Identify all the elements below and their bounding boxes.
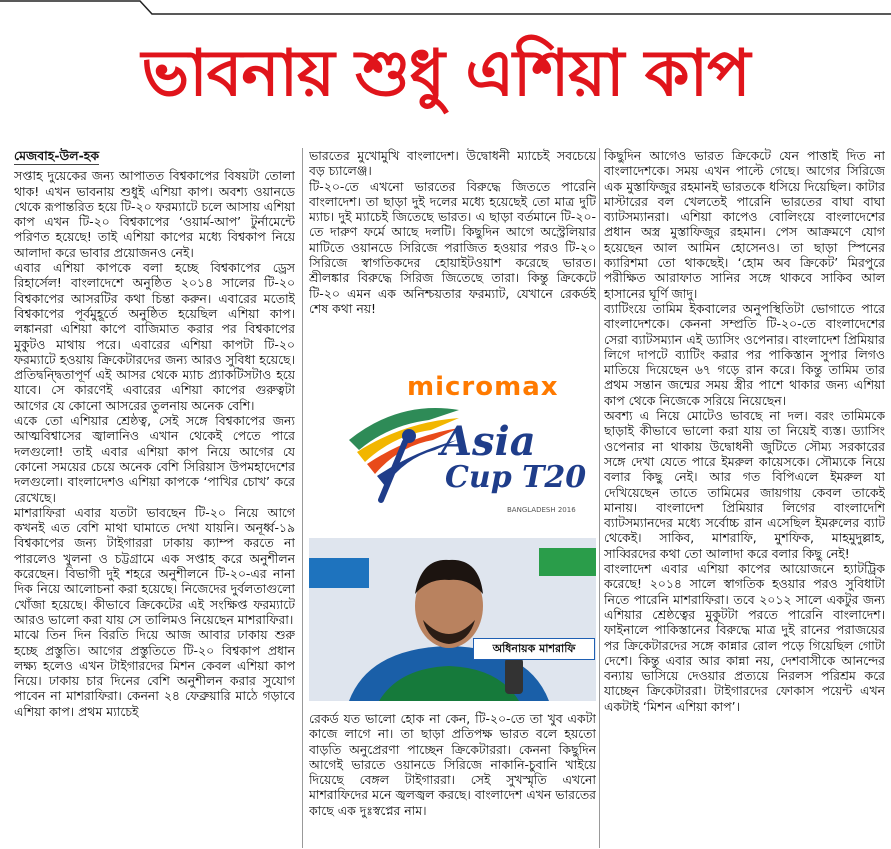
paragraph: বাংলাদেশ এবার এশিয়া কাপের আয়োজনে হ্যাটট্রিক করেছে! ২০১৪ সালে স্বাগতিক হওয়ার পরও সুবিধাটা নিতে পারেনি মাশরাফিরা। তবে ২০১২ সালে একটুর জন্য এশিয়ার শ্রেষ্ঠত্বের মুকুটটা পরতে পারেনি বাংলাদেশ। ফাইনালে পাকিস্তানের বিরুদ্ধে মাত্র দুই রানের পরাজয়ের পর ক্রিকেটারদের সঙ্গে কান্নার রোল পড়ে গিয়েছিল গোটা দেশে। কিন্তু এবার আর কান্না নয়, দেশবাসীকে আনন্দের বন্যায় ভাসিয়ে দেওয়ার প্রত্যয়ে নিরলস পরিশ্রম করে যাচ্ছেন ক্রিকেটাররা। টাইগারদের ফোকাস পয়েন্ট এখন একটাই ‘মিশন এশিয়া কাপ’। [604,561,885,714]
article-column-3 [604,148,885,848]
top-frame-decoration [0,0,891,18]
paragraph: একে তো এশিয়ার শ্রেষ্ঠত্ব, সেই সঙ্গে বিশ্বকাপের জন্য আত্মবিশ্বাসের জ্বালানিও এখান থেকেই পেতে পারে দলগুলো! তাই এবার এশিয়া কাপ নিয়ে আগের যে কোনো সময়ের চেয়ে অনেক বেশি সিরিয়াস উপমহাদেশের দলগুলো। বাংলাদেশও এশিয়া কাপকে ‘পাখির চোখ’ করে রেখেছে। [14,413,295,505]
paragraph: কিছুদিন আগেও ভারত ক্রিকেটে যেন পাত্তাই দিত না বাংলাদেশকে। সময় এখন পাল্টে গেছে। আগের সিরিজে এক মুস্তাফিজুর রহমানই ভারতকে ধসিয়ে দিয়েছিল। কাটার মাস্টারের বল খেলতেই পারেনি ভারতের বাঘা বাঘা ব্যাটসম্যানরা। এশিয়া কাপেও বোলিংয়ে বাংলাদেশের প্রধান অস্ত্র মুস্তাফিজুর রহমান। পেস আক্রমণে যোগ হয়েছেন আল আমিন হোসেনও। তা ছাড়া স্পিনের ক্যারিশমা তো থাকছেই। ‘হোম অব ক্রিকেট’ মিরপুরে পরীক্ষিত আরাফাত সানির সঙ্গে থাকবে সাকিব আল হাসানের ঘূর্ণি জাদু। [604,148,885,301]
column-divider [599,148,600,848]
cup-wordmark: Cup T20 [445,460,587,495]
paragraph: মাশরাফিরা এবার যতটা ভাবছেন টি-২০ নিয়ে আগে কখনই এত বেশি মাথা ঘামাতে দেখা যায়নি। অনূর্ধ্ব-১৯ বিশ্বকাপের জন্য টাইগাররা ঢাকায় ক্যাম্প করতে না পারলেও খুলনা ও চট্টগ্রামে এক সপ্তাহ করে অনুশীলন করেছেন। বিভাগী দুই শহরে অনুশীলনে টি-২০-এর নানা দিক নিয়ে আলোচনা করা হয়েছে। নিজেদের দুর্বলতাগুলো খোঁজা হয়েছে। কীভাবে ক্রিকেটের এই সংক্ষিপ্ত ফরম্যাটে আরও ভালো করা যায় সে তালিমও নিয়েছেন মাশরাফিরা। [14,504,295,627]
paragraph: ব্যাটিংয়ে তামিম ইকবালের অনুপস্থিতিটা ভোগাতে পারে বাংলাদেশকে। কেননা সম্প্রতি টি-২০-তে বাংলাদেশের সেরা ব্যাটসম্যান এই ড্যাসিং ওপেনার। বাংলাদেশ প্রিমিয়ার লিগে দাপটে ব্যাটিং করার পর পাকিস্তান সুপার লিগও মাতিয়ে দিয়েছেন ৬৭ গড়ে রান করে। কিন্তু তামিম তার প্রথম সন্তান জন্মের সময় স্ত্রীর পাশে থাকার জন্য এশিয়া কাপ থেকে নিজেকে সরিয়ে নিয়েছেন। [604,300,885,408]
article-column-1 [14,148,295,848]
paragraph: অবশ্য এ নিয়ে মোটেও ভাবছে না দল। বরং তামিমকে ছাড়াই কীভাবে ভালো করা যায় তা নিয়েই ব্যস্ত। ড্যাসিং ওপেনার না থাকায় উদ্বোধনী জুটিতে সৌম্য সরকারের সঙ্গে দেখা যেতে পারে ইমরুল কায়েসকে। সৌম্যকে নিয়ে বলার কিছু নেই। আর গত বিপিএলে ইমরুল যা দেখিয়েছেন তাতে তামিমের জায়গায় কেবল তাকেই মানায়। বাংলাদেশ প্রিমিয়ার লিগের বাংলাদেশি ব্যাটসম্যানদের মধ্যে সর্বোচ্চ রান এসেছিল ইমরুলের ব্যাট থেকেই। সাকিব, মাশরাফি, মুশফিক, মাহমুদুল্লাহ, সাব্বিরদের কথা তো আলাদা করে বলার কিছু নেই! [604,408,885,561]
asia-wordmark: Asia [441,418,536,465]
byline: মেজবাহ-উল-হক [14,148,99,165]
captain-photo [309,538,596,701]
logo-subtitle: BANGLADESH 2016 [507,506,576,514]
headline: ভাবনায় শুধু এশিয়া কাপ [141,37,750,111]
paragraph: রেকর্ড যত ভালো হোক না কেন, টি-২০-তে তা খুব একটা কাজে লাগে না। তা ছাড়া প্রতিপক্ষ ভারত বলে হয়তো বাড়তি অনুপ্রেরণা পাচ্ছেন ক্রিকেটাররা। কেননা কিছুদিন আগেই ভারতে ওয়ানডে সিরিজে নাকানি-চুবানি খাইয়ে দিয়েছে বেঙ্গল টাইগাররা। সেই সুখস্মৃতি এখনো মাশরাফিদের মনে জ্বলজ্বল করছে। বাংলাদেশ এখন ভারতের কাছে এক দুঃস্বপ্নের নাম। [309,711,596,818]
photo-caption: অধিনায়ক মাশরাফি [473,638,595,660]
paragraph: মাঝে তিন দিন বিরতি দিয়ে আজ আবার ঢাকায় শুরু হচ্ছে প্রস্তুতি। আগের প্রস্তুতিতে টি-২০ বিশ্বকাপ প্রধান লক্ষ্য হলেও এখন টাইগারদের মিশন কেবল এশিয়া কাপ নিয়ে। ঢাকায় চার দিনের বেশি অনুশীলন করার সুযোগ পাবেন না মাশরাফিরা। কেননা ২৪ ফেব্রুয়ারি মাঠে গড়াবে এশিয়া কাপ। প্রথম ম্যাচেই [14,627,295,719]
column-divider [302,148,303,848]
paragraph: টি-২০-তে এখনো ভারতের বিরুদ্ধে জিততে পারেনি বাংলাদেশ। তা ছাড়া দুই দলের মধ্যে হয়েছেই তো মাত্র দুটি ম্যাচ। দুই ম্যাচেই জিতেছে ভারত। এ ছাড়া বর্তমানে টি-২০-তে দারুণ ফর্মে আছে দলটি। কিছুদিন আগে অস্ট্রেলিয়ার মাটিতে ওয়ানডে সিরিজে পরাজিত হওয়ার পরও টি-২০ সিরিজে স্বাগতিকদের হোয়াইটওয়াশ করেছে ভারত। শ্রীলঙ্কার বিরুদ্ধে সিরিজ জিতেছে তারা। কিন্তু ক্রিকেটে টি-২০ এমন এক অনিশ্চয়তার ফরম্যাট, যেখানে রেকর্ডই শেষ কথা নয়! [309,178,596,316]
paragraph: ভারতের মুখোমুখি বাংলাদেশ। উদ্বোধনী ম্যাচেই সবচেয়ে বড় চ্যালেঞ্জ। [309,148,596,179]
micromax-logo: micromax [407,372,559,402]
article-column-2-bottom [309,711,596,849]
paragraph: এবার এশিয়া কাপকে বলা হচ্ছে বিশ্বকাপের ড্রেস রিহার্সেল! বাংলাদেশে অনুষ্ঠিত ২০১৪ সালের টি-২০ বিশ্বকাপের আসরটির কথা চিন্তা করুন। এবারের মতোই বিশ্বকাপের পূর্বমুহূর্তে অনুষ্ঠিত হয়েছিল এশিয়া কাপ। লঙ্কানরা এশিয়া কাপে বাজিমাত করার পর বিশ্বকাপের মুকুটও মাথায় পরে। এবারের এশিয়া কাপটা টি-২০ ফরম্যাটে হওয়ায় ক্রিকেটারদের জন্য আরও সুবিধা হয়েছে। প্রতিদ্বন্দ্বিতাপূর্ণ এই আসর থেকে ম্যাচ প্র্যাকটিসটাও হয়ে যাবে। সে কারণেই এবারের এশিয়া কাপের গুরুত্বটা আগের যে কোনো আসরের তুলনায় অনেক বেশি। [14,260,295,413]
article-column-2-top [309,148,596,368]
asia-cup-logo [309,370,596,536]
paragraph: সপ্তাহ দুয়েকের জন্য আপাতত বিশ্বকাপের বিষয়টা তোলা থাক! এখন ভাবনায় শুধুই এশিয়া কাপ। অবশ্য ওয়ানডে থেকে রূপান্তরিত হয়ে টি-২০ ফরম্যাটে চলে আসায় এশিয়া কাপ এখন টি-২০ বিশ্বকাপের ‘ওয়ার্ম-আপ’ টুর্নামেন্টে পরিণত হয়েছে! তাই এশিয়া কাপের মধ্যে বিশ্বকাপ নিয়ে আলাদা করে ভাবার প্রয়োজনও নেই। [14,168,295,260]
player-portrait-image [309,538,596,701]
